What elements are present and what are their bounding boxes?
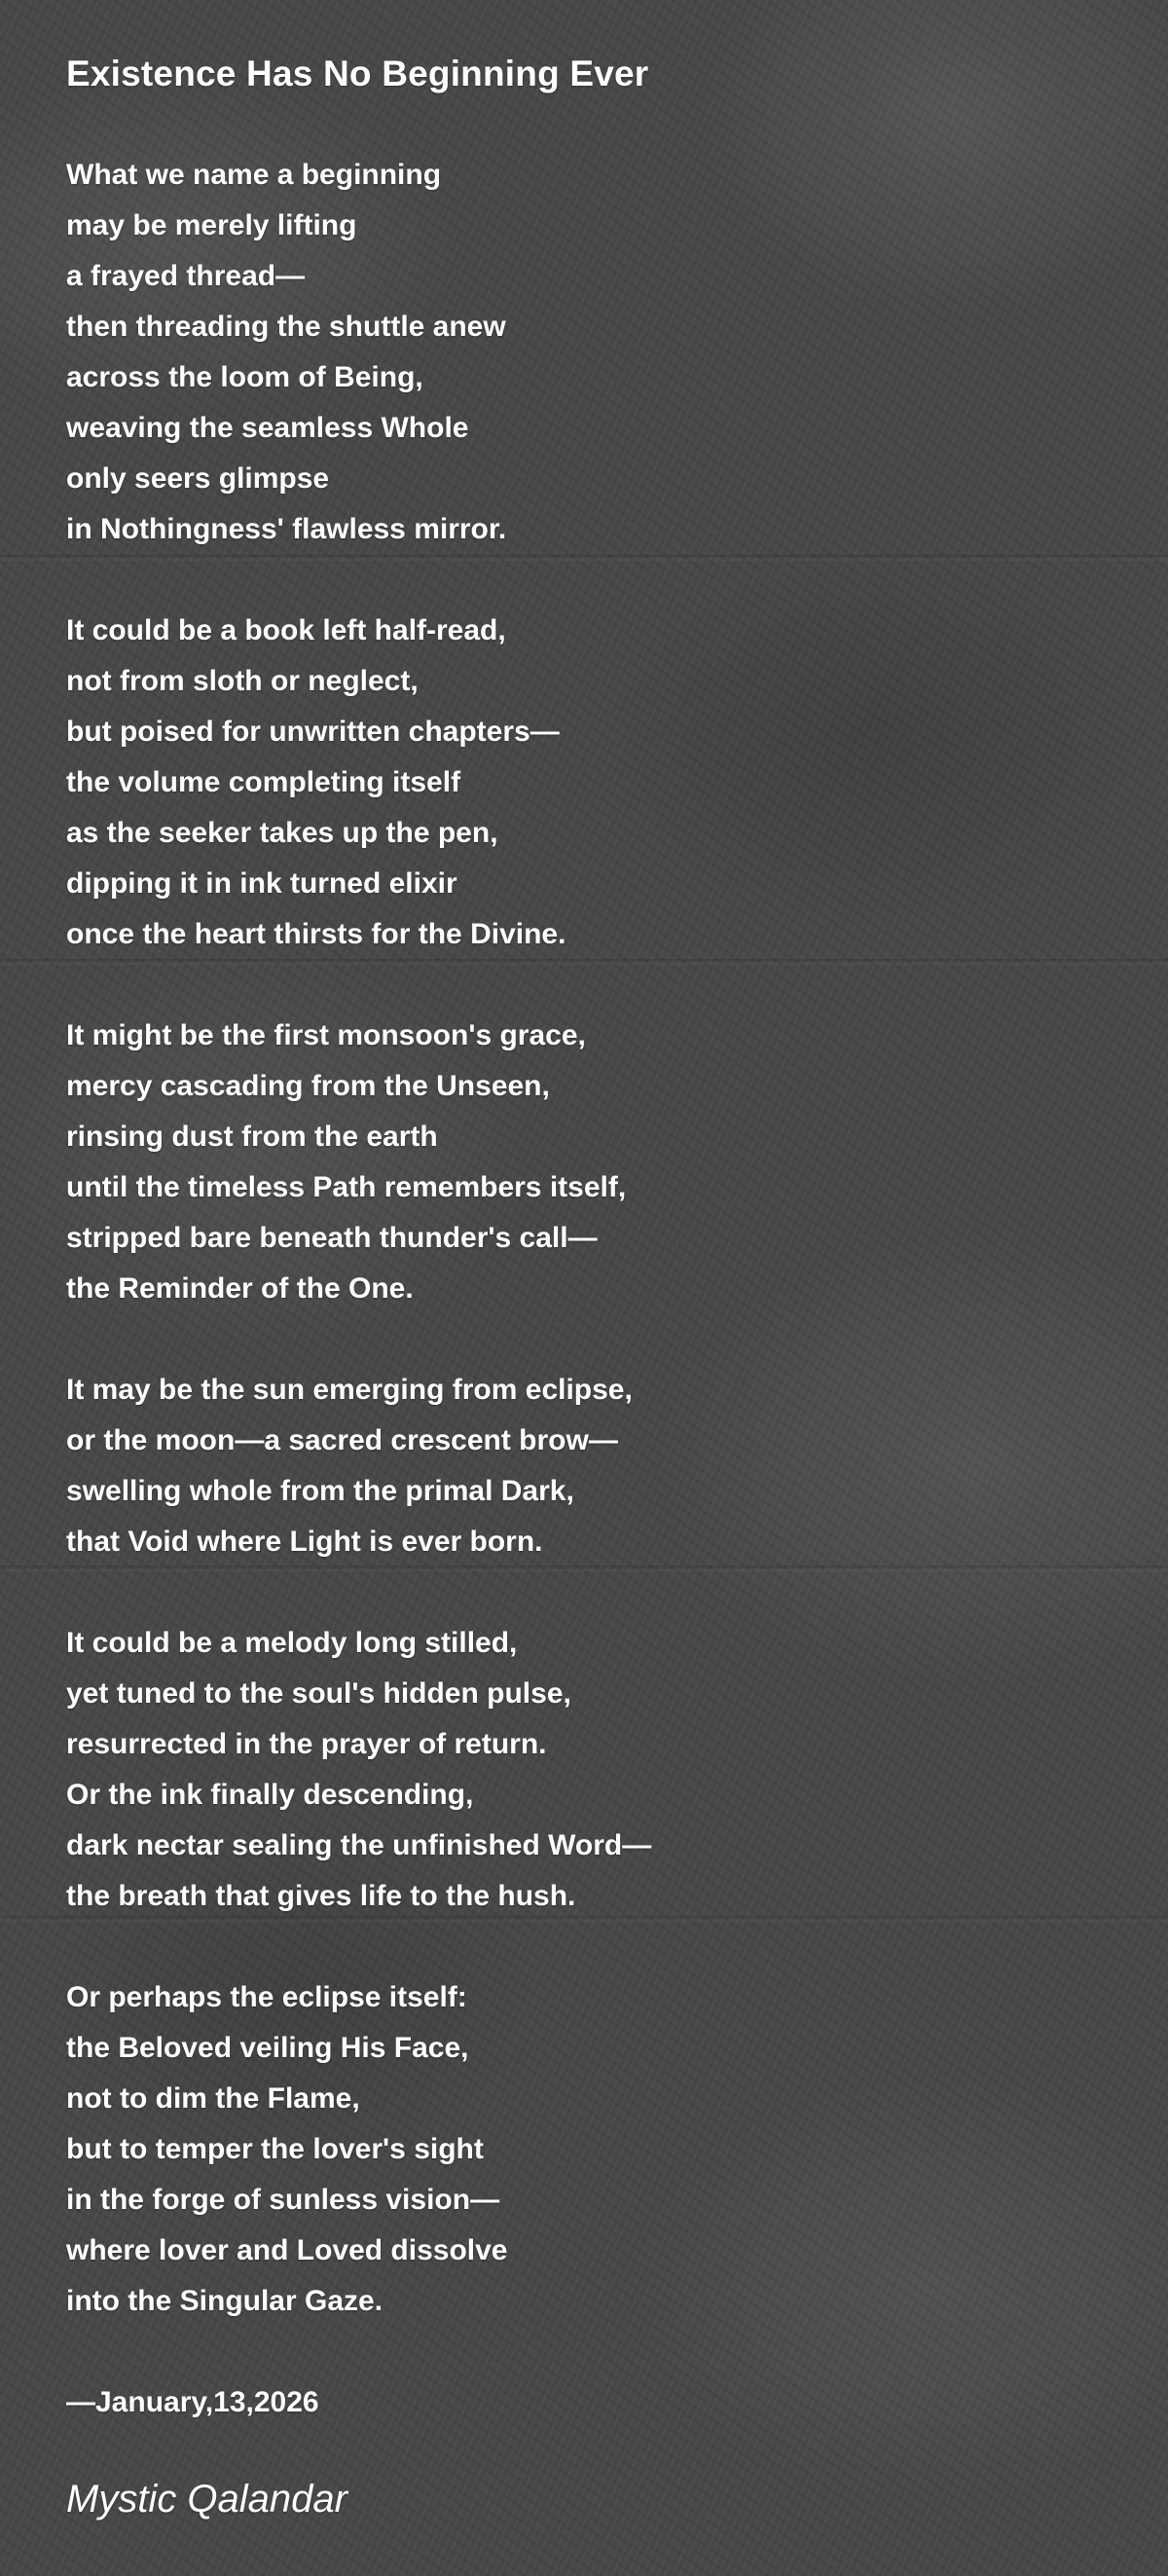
poem-line: dipping it in ink turned elixir [66, 867, 457, 900]
poem-line: It might be the first monsoon's grace, [66, 1019, 586, 1051]
poem-stanza [66, 606, 1098, 960]
poem-line: the volume completing itself [66, 766, 461, 798]
poem-line: weaving the seamless Whole [66, 412, 469, 444]
poem-line: It could be a book left half-read, [66, 614, 506, 646]
poem-line: What we name a beginning [66, 159, 442, 191]
poem-line: resurrected in the prayer of return. [66, 1728, 547, 1760]
poem-line: as the seeker takes up the pen, [66, 817, 498, 849]
poem-line: in Nothingness' flawless mirror. [66, 513, 507, 545]
poem-body [66, 150, 1098, 2428]
poem-line: a frayed thread— [66, 260, 306, 292]
poem-line: the Beloved veiling His Face, [66, 2032, 469, 2064]
poem-line: may be merely lifting [66, 209, 357, 241]
poem-stanza [66, 1972, 1098, 2327]
poem-line: dark nectar sealing the unfinished Word— [66, 1829, 652, 1861]
poem-line: where lover and Loved dissolve [66, 2234, 508, 2266]
poem-line: that Void where Light is ever born. [66, 1526, 543, 1558]
poem-line: It may be the sun emerging from eclipse, [66, 1374, 633, 1406]
poem-line: Or perhaps the eclipse itself: [66, 1981, 467, 2013]
poem-date: —January,13,2026 [66, 2386, 319, 2418]
poem-line: but to temper the lover's sight [66, 2133, 484, 2165]
poem-line: until the timeless Path remembers itself, [66, 1171, 627, 1203]
poem-line: into the Singular Gaze. [66, 2285, 383, 2317]
poem-line: rinsing dust from the earth [66, 1121, 438, 1153]
poem-stanza [66, 1618, 1098, 1922]
poem-stanza [66, 1011, 1098, 1314]
poem-line: the breath that gives life to the hush. [66, 1880, 576, 1912]
poem-line: not from sloth or neglect, [66, 665, 419, 697]
poem-line: yet tuned to the soul's hidden pulse, [66, 1677, 571, 1710]
poem-stanza [66, 150, 1098, 555]
poem-line: mercy cascading from the Unseen, [66, 1070, 550, 1102]
poem-author: Mystic Qalandar [66, 2478, 347, 2521]
poem-line: It could be a melody long stilled, [66, 1627, 518, 1659]
poem-line: then threading the shuttle anew [66, 311, 506, 343]
poem-line: only seers glimpse [66, 462, 330, 495]
poem-line: once the heart thirsts for the Divine. [66, 918, 566, 950]
poem-line: not to dim the Flame, [66, 2082, 360, 2115]
poem-line: or the moon—a sacred crescent brow— [66, 1424, 618, 1456]
poem-line: the Reminder of the One. [66, 1272, 414, 1305]
poem-line: across the loom of Being, [66, 361, 423, 393]
poem-line: but poised for unwritten chapters— [66, 716, 560, 748]
poem-line: in the forge of sunless vision— [66, 2184, 500, 2216]
poem-title: Existence Has No Beginning Ever [66, 54, 649, 93]
poem-line: stripped bare beneath thunder's call— [66, 1222, 598, 1254]
poem-line: Or the ink finally descending, [66, 1779, 474, 1811]
poem-line: swelling whole from the primal Dark, [66, 1475, 574, 1507]
poem-stanza [66, 1365, 1098, 1567]
